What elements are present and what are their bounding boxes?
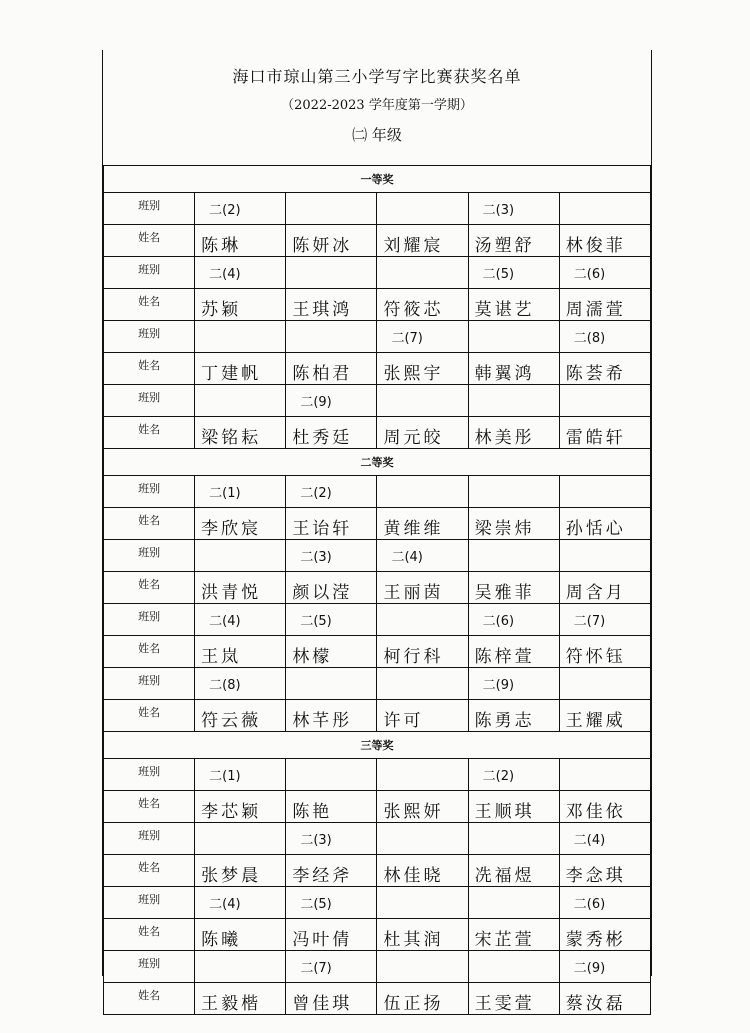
name-cell	[377, 225, 468, 257]
class-value	[469, 823, 559, 829]
student-name: 符怀钰	[565, 647, 626, 667]
name-cell	[195, 636, 286, 668]
section-title: 一等奖	[104, 166, 651, 193]
class-value	[195, 540, 285, 546]
class-cell	[195, 476, 286, 508]
class-cell	[559, 476, 650, 508]
class-cell	[559, 385, 650, 417]
class-label: 班别	[104, 476, 195, 508]
class-cell	[559, 321, 650, 353]
class-cell	[195, 668, 286, 700]
student-name: 张熙妍	[383, 802, 444, 822]
class-value: 二(1)	[209, 486, 241, 501]
class-row	[104, 887, 651, 919]
student-name: 陈艳	[292, 802, 333, 822]
student-name: 雷皓轩	[565, 428, 626, 448]
class-value: 二(4)	[209, 897, 241, 912]
class-cell	[468, 668, 559, 700]
student-name: 林美彤	[474, 428, 535, 448]
class-value	[469, 887, 559, 893]
name-cell	[377, 983, 468, 1015]
class-value	[560, 476, 650, 482]
student-name: 王诒轩	[292, 519, 353, 539]
class-value	[195, 385, 285, 391]
name-cell	[377, 636, 468, 668]
class-value	[286, 759, 376, 765]
student-name: 伍正扬	[383, 994, 444, 1014]
student-name: 王琪鸿	[292, 300, 353, 320]
name-cell	[377, 417, 468, 449]
name-cell	[286, 353, 377, 385]
class-row	[104, 321, 651, 353]
award-table	[103, 165, 651, 1015]
class-cell	[286, 823, 377, 855]
name-row	[104, 791, 651, 823]
name-cell	[559, 353, 650, 385]
student-name: 邓佳依	[565, 802, 626, 822]
class-value	[377, 668, 467, 674]
class-value	[195, 823, 285, 829]
class-cell	[468, 759, 559, 791]
name-label: 姓名	[104, 791, 195, 823]
name-cell	[286, 417, 377, 449]
class-cell	[286, 385, 377, 417]
class-value: 二(1)	[209, 769, 241, 784]
name-cell	[468, 919, 559, 951]
name-label: 姓名	[104, 700, 195, 732]
name-cell	[286, 983, 377, 1015]
class-value: 二(2)	[300, 486, 332, 501]
student-name: 洪青悦	[201, 583, 262, 603]
student-name: 蔡汝磊	[565, 994, 626, 1014]
student-name: 张熙宇	[383, 364, 444, 384]
name-cell	[377, 919, 468, 951]
class-cell	[195, 823, 286, 855]
student-name: 陈柏君	[292, 364, 353, 384]
name-cell	[195, 289, 286, 321]
name-cell	[559, 983, 650, 1015]
class-value: 二(9)	[300, 395, 332, 410]
name-cell	[468, 636, 559, 668]
name-cell	[559, 572, 650, 604]
class-row	[104, 604, 651, 636]
student-name: 王毅楷	[201, 994, 262, 1014]
section-header-row	[104, 449, 651, 476]
student-name: 王丽茵	[383, 583, 444, 603]
name-row	[104, 636, 651, 668]
student-name: 李念琪	[565, 866, 626, 886]
name-cell	[377, 700, 468, 732]
student-name: 吴雅菲	[474, 583, 535, 603]
class-value	[286, 668, 376, 674]
student-name: 张梦晨	[201, 866, 262, 886]
name-cell	[286, 791, 377, 823]
name-cell	[377, 791, 468, 823]
name-cell	[559, 508, 650, 540]
name-cell	[195, 353, 286, 385]
name-cell	[195, 417, 286, 449]
name-cell	[468, 508, 559, 540]
name-row	[104, 289, 651, 321]
class-cell	[286, 759, 377, 791]
class-value: 二(2)	[482, 769, 515, 784]
class-value	[469, 385, 559, 391]
class-cell	[195, 385, 286, 417]
name-row	[104, 919, 651, 951]
class-cell	[559, 951, 650, 983]
class-cell	[559, 540, 650, 572]
name-label: 姓名	[104, 225, 195, 257]
class-value: 二(8)	[209, 678, 241, 693]
class-value: 二(4)	[573, 833, 606, 848]
class-value	[377, 193, 467, 199]
class-cell	[468, 193, 559, 225]
name-row	[104, 572, 651, 604]
class-cell	[559, 759, 650, 791]
name-cell	[286, 855, 377, 887]
name-label: 姓名	[104, 636, 195, 668]
class-cell	[468, 823, 559, 855]
name-cell	[468, 791, 559, 823]
name-row	[104, 417, 651, 449]
name-cell	[559, 225, 650, 257]
student-name: 王耀威	[565, 711, 626, 731]
student-name: 曾佳琪	[292, 994, 353, 1014]
name-cell	[468, 353, 559, 385]
class-value: 二(3)	[300, 833, 332, 848]
class-label: 班别	[104, 604, 195, 636]
name-cell	[286, 919, 377, 951]
section-title: 三等奖	[104, 732, 651, 759]
class-label: 班别	[104, 759, 195, 791]
class-cell	[468, 257, 559, 289]
class-row	[104, 823, 651, 855]
student-name: 陈荟希	[565, 364, 626, 384]
class-row	[104, 668, 651, 700]
class-value	[469, 476, 559, 482]
section-header-row	[104, 166, 651, 193]
name-label: 姓名	[104, 855, 195, 887]
name-cell	[377, 855, 468, 887]
name-cell	[559, 700, 650, 732]
name-cell	[377, 508, 468, 540]
name-cell	[468, 225, 559, 257]
student-name: 冯叶倩	[292, 930, 353, 950]
class-cell	[377, 321, 468, 353]
class-value: 二(4)	[209, 614, 241, 629]
student-name: 黄维维	[383, 519, 444, 539]
student-name: 符云薇	[201, 711, 262, 731]
class-cell	[286, 540, 377, 572]
name-row	[104, 700, 651, 732]
class-cell	[286, 476, 377, 508]
class-value: 二(6)	[482, 614, 515, 629]
class-cell	[377, 193, 468, 225]
student-name: 孙恬心	[565, 519, 626, 539]
student-name: 宋芷萱	[474, 930, 535, 950]
class-cell	[195, 759, 286, 791]
class-value: 二(7)	[391, 331, 423, 346]
student-name: 梁崇炜	[474, 519, 535, 539]
student-name: 丁建帆	[201, 364, 262, 384]
class-cell	[195, 604, 286, 636]
class-cell	[377, 668, 468, 700]
name-cell	[286, 636, 377, 668]
name-label: 姓名	[104, 417, 195, 449]
class-cell	[468, 385, 559, 417]
class-cell	[286, 321, 377, 353]
class-cell	[377, 257, 468, 289]
class-row	[104, 257, 651, 289]
class-cell	[377, 476, 468, 508]
class-cell	[559, 887, 650, 919]
class-cell	[286, 257, 377, 289]
class-value	[377, 476, 467, 482]
class-value: 二(4)	[391, 550, 423, 565]
class-value	[469, 321, 559, 327]
student-name: 李欣宸	[201, 519, 262, 539]
student-name: 韩翼鸿	[474, 364, 535, 384]
name-label: 姓名	[104, 919, 195, 951]
class-cell	[286, 193, 377, 225]
name-cell	[559, 636, 650, 668]
class-value: 二(3)	[482, 203, 515, 218]
class-label: 班别	[104, 193, 195, 225]
student-name: 林芊彤	[292, 711, 353, 731]
class-cell	[468, 476, 559, 508]
class-row	[104, 759, 651, 791]
class-cell	[559, 604, 650, 636]
class-value: 二(7)	[573, 614, 606, 629]
name-cell	[195, 983, 286, 1015]
student-name: 陈勇志	[474, 711, 535, 731]
name-cell	[559, 417, 650, 449]
student-name: 汤塑舒	[474, 236, 535, 256]
class-value	[195, 321, 285, 327]
name-cell	[286, 225, 377, 257]
class-label: 班别	[104, 668, 195, 700]
class-row	[104, 540, 651, 572]
student-name: 陈琳	[201, 236, 242, 256]
student-name: 刘耀宸	[383, 236, 444, 256]
name-cell	[195, 572, 286, 604]
class-cell	[195, 257, 286, 289]
class-cell	[377, 823, 468, 855]
name-row	[104, 983, 651, 1015]
class-cell	[559, 823, 650, 855]
student-name: 陈曦	[201, 930, 242, 950]
class-value	[377, 759, 467, 765]
class-value	[560, 540, 650, 546]
name-label: 姓名	[104, 508, 195, 540]
name-cell	[559, 919, 650, 951]
class-label: 班别	[104, 887, 195, 919]
name-label: 姓名	[104, 289, 195, 321]
name-cell	[559, 855, 650, 887]
name-cell	[195, 791, 286, 823]
class-cell	[559, 193, 650, 225]
class-value	[377, 257, 467, 263]
student-name: 符筱芯	[383, 300, 444, 320]
class-value	[560, 385, 650, 391]
section-header-row	[104, 732, 651, 759]
class-cell	[195, 193, 286, 225]
class-value	[560, 759, 650, 765]
name-label: 姓名	[104, 572, 195, 604]
class-value	[377, 604, 467, 610]
class-cell	[468, 321, 559, 353]
class-value: 二(8)	[573, 331, 606, 346]
class-cell	[377, 951, 468, 983]
student-name: 柯行科	[383, 647, 444, 667]
class-value: 二(7)	[300, 961, 332, 976]
student-name: 林佳晓	[383, 866, 444, 886]
class-cell	[468, 540, 559, 572]
name-cell	[377, 289, 468, 321]
student-name: 周元皎	[383, 428, 444, 448]
class-label: 班别	[104, 385, 195, 417]
name-cell	[195, 700, 286, 732]
class-cell	[468, 604, 559, 636]
name-row	[104, 508, 651, 540]
student-name: 陈妍冰	[292, 236, 353, 256]
class-value	[560, 668, 650, 674]
class-value: 二(5)	[300, 614, 332, 629]
class-cell	[195, 951, 286, 983]
name-cell	[286, 572, 377, 604]
name-cell	[377, 572, 468, 604]
name-label: 姓名	[104, 353, 195, 385]
class-cell	[286, 951, 377, 983]
name-cell	[559, 791, 650, 823]
name-cell	[468, 289, 559, 321]
class-cell	[286, 604, 377, 636]
student-name: 陈梓萱	[474, 647, 535, 667]
class-value	[286, 193, 376, 199]
class-value: 二(3)	[300, 550, 332, 565]
class-value	[377, 823, 467, 829]
class-cell	[286, 887, 377, 919]
class-cell	[377, 604, 468, 636]
student-name: 杜秀廷	[292, 428, 353, 448]
class-cell	[377, 887, 468, 919]
class-label: 班别	[104, 951, 195, 983]
class-row	[104, 476, 651, 508]
class-value	[377, 887, 467, 893]
student-name: 林俊菲	[565, 236, 626, 256]
class-value	[377, 385, 467, 391]
class-label: 班别	[104, 321, 195, 353]
name-cell	[377, 353, 468, 385]
class-value	[377, 951, 467, 957]
class-value: 二(9)	[482, 678, 515, 693]
name-cell	[195, 225, 286, 257]
class-row	[104, 951, 651, 983]
name-cell	[195, 855, 286, 887]
student-name: 颜以滢	[292, 583, 353, 603]
name-cell	[286, 289, 377, 321]
student-name: 周濡萱	[565, 300, 626, 320]
student-name: 梁铭耘	[201, 428, 262, 448]
class-label: 班别	[104, 540, 195, 572]
student-name: 冼福煜	[474, 866, 535, 886]
class-cell	[468, 951, 559, 983]
name-cell	[195, 508, 286, 540]
grade-heading: ㈡ 年级	[352, 126, 402, 144]
name-cell	[286, 700, 377, 732]
section-title: 二等奖	[104, 449, 651, 476]
student-name: 许可	[383, 711, 424, 731]
class-value: 二(2)	[209, 203, 241, 218]
class-label: 班别	[104, 257, 195, 289]
student-name: 王顺琪	[474, 802, 535, 822]
name-cell	[286, 508, 377, 540]
class-cell	[377, 759, 468, 791]
name-cell	[559, 289, 650, 321]
term-subtitle: （2022-2023 学年度第一学期）	[281, 98, 473, 113]
class-value	[286, 257, 376, 263]
class-row	[104, 193, 651, 225]
name-row	[104, 855, 651, 887]
name-cell	[468, 855, 559, 887]
class-value	[469, 540, 559, 546]
class-value: 二(5)	[482, 267, 515, 282]
class-cell	[559, 668, 650, 700]
award-sheet	[102, 50, 652, 1014]
student-name: 王雯萱	[474, 994, 535, 1014]
class-value	[286, 321, 376, 327]
class-cell	[377, 385, 468, 417]
class-row	[104, 385, 651, 417]
class-value: 二(6)	[573, 897, 606, 912]
class-cell	[559, 257, 650, 289]
class-value: 二(4)	[209, 267, 241, 282]
class-label: 班别	[104, 823, 195, 855]
student-name: 李经斧	[292, 866, 353, 886]
class-value	[195, 951, 285, 957]
class-value: 二(5)	[300, 897, 332, 912]
name-cell	[468, 700, 559, 732]
name-row	[104, 225, 651, 257]
class-cell	[195, 887, 286, 919]
name-cell	[468, 417, 559, 449]
page-title: 海口市琼山第三小学写字比赛获奖名单	[232, 67, 522, 86]
student-name: 林檬	[292, 647, 333, 667]
student-name: 李芯颖	[201, 802, 262, 822]
student-name: 杜其润	[383, 930, 444, 950]
name-label: 姓名	[104, 983, 195, 1015]
class-value	[469, 951, 559, 957]
student-name: 王岚	[201, 647, 242, 667]
class-value: 二(6)	[573, 267, 606, 282]
student-name: 蒙秀彬	[565, 930, 626, 950]
name-row	[104, 353, 651, 385]
class-value: 二(9)	[573, 961, 606, 976]
class-cell	[195, 321, 286, 353]
student-name: 苏颖	[201, 300, 242, 320]
student-name: 周含月	[565, 583, 626, 603]
name-cell	[195, 919, 286, 951]
class-cell	[286, 668, 377, 700]
class-cell	[468, 887, 559, 919]
class-value	[560, 193, 650, 199]
name-cell	[468, 572, 559, 604]
class-cell	[195, 540, 286, 572]
name-cell	[468, 983, 559, 1015]
class-cell	[377, 540, 468, 572]
student-name: 莫谌艺	[474, 300, 535, 320]
